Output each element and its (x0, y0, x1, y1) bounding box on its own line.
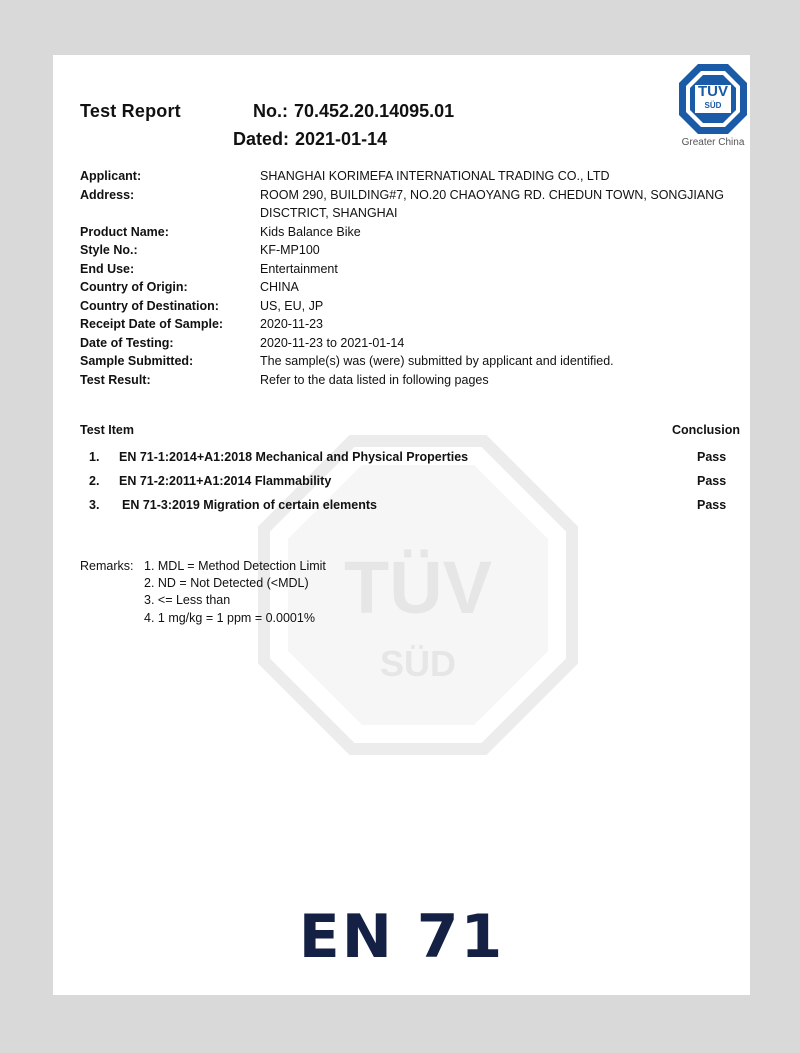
remark-item: 4. 1 mg/kg = 1 ppm = 0.0001% (144, 610, 315, 625)
test-name: EN 71-2:2011+A1:2014 Flammability (119, 474, 332, 488)
info-label: Sample Submitted: (80, 354, 194, 368)
report-sheet (53, 55, 750, 995)
test-name: EN 71-1:2014+A1:2018 Mechanical and Physical Properties (119, 450, 469, 464)
info-label: Applicant: (80, 169, 142, 183)
logo-bottom-text: SÜD (704, 101, 722, 110)
info-row (80, 278, 740, 297)
info-value: The sample(s) was (were) submitted by applicant and identified. (260, 354, 614, 368)
info-value: Entertainment (260, 261, 338, 276)
info-value: 2020-11-23 (260, 317, 324, 331)
logo-caption: Greater China (681, 137, 745, 148)
info-row (80, 223, 740, 242)
info-row (80, 186, 740, 223)
test-row (80, 469, 740, 493)
info-value: KF-MP100 (260, 243, 320, 257)
remark-item: 3. <= Less than (144, 593, 231, 608)
test-result: Pass (697, 474, 727, 488)
remarks-title: Remarks: (80, 559, 134, 573)
test-index: 1. (89, 450, 100, 464)
remark-item: 2. ND = Not Detected (<MDL) (144, 576, 309, 591)
test-table-header (80, 423, 740, 437)
info-row (80, 260, 740, 279)
watermark-top-text: TÜV (344, 546, 492, 629)
report-date-value: 2021-01-14 (295, 129, 388, 149)
report-date (233, 129, 387, 150)
info-row (80, 167, 740, 186)
report-title: Test Report (80, 101, 181, 121)
info-label: Country of Destination: (80, 298, 219, 313)
test-index: 3. (89, 498, 100, 512)
tuv-logo (678, 63, 748, 135)
info-label: Date of Testing: (80, 335, 174, 350)
info-label: Product Name: (80, 224, 169, 239)
info-value: Refer to the data listed in following pages (260, 372, 489, 387)
report-number (253, 101, 454, 122)
watermark-bottom-text: SÜD (379, 643, 456, 684)
report-number-label: No.: (253, 101, 288, 121)
info-label: Style No.: (80, 243, 138, 257)
info-value: ROOM 290, BUILDING#7, NO.20 CHAOYANG RD. CHEDUN TOWN, SONGJIANG DISCTRICT, SHANGHAI (260, 187, 724, 220)
report-info (80, 167, 740, 389)
info-value: Kids Balance Bike (260, 224, 361, 239)
info-row (80, 297, 740, 316)
test-item-header: Test Item (80, 423, 134, 437)
test-result: Pass (697, 498, 727, 512)
test-items-table (80, 423, 740, 517)
info-label: Country of Origin: (80, 280, 188, 294)
info-value: SHANGHAI KORIMEFA INTERNATIONAL TRADING CO., LTD (260, 169, 610, 183)
remarks-list (144, 558, 326, 627)
test-result: Pass (697, 450, 727, 464)
test-row (80, 445, 740, 469)
info-row (80, 315, 740, 334)
info-value: US, EU, JP (260, 298, 324, 313)
info-value: CHINA (260, 280, 299, 294)
info-row (80, 371, 740, 390)
info-label: End Use: (80, 261, 135, 276)
standard-banner: EN 71 (298, 902, 505, 972)
test-index: 2. (89, 474, 100, 488)
info-row (80, 352, 740, 371)
remark-item: 1. MDL = Method Detection Limit (144, 559, 326, 573)
logo-top-text: TÜV (698, 83, 728, 100)
conclusion-header: Conclusion (671, 423, 740, 437)
report-number-value: 70.452.20.14095.01 (294, 101, 455, 121)
info-value: 2020-11-23 to 2021-01-14 (260, 335, 405, 350)
info-label: Test Result: (80, 372, 151, 387)
report-date-label: Dated: (233, 129, 290, 149)
info-label: Receipt Date of Sample: (80, 317, 224, 331)
info-label: Address: (80, 187, 135, 202)
info-row (80, 334, 740, 353)
test-name: EN 71-3:2019 Migration of certain elements (122, 498, 377, 512)
info-row (80, 241, 740, 260)
test-row (80, 493, 740, 517)
